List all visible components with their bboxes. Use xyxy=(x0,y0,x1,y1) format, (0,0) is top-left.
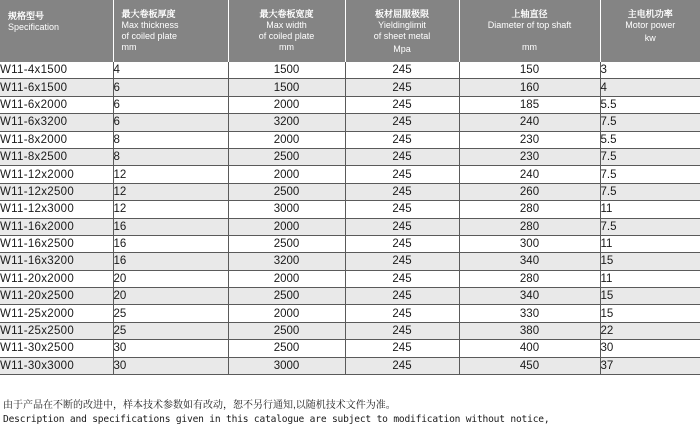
cell-thick: 30 xyxy=(113,357,228,374)
header-thick-en: Max thickness of coiled plate xyxy=(121,20,179,41)
cell-power: 7.5 xyxy=(600,218,700,235)
cell-yield: 245 xyxy=(345,114,459,131)
cell-yield: 245 xyxy=(345,148,459,165)
header-yield-cn: 板材屈服极限 xyxy=(374,9,429,19)
cell-spec: W11-6x2000 xyxy=(0,96,113,113)
table-row xyxy=(0,270,700,287)
cell-spec: W11-16x2500 xyxy=(0,235,113,252)
cell-power: 5.5 xyxy=(600,131,700,148)
header-thick-unit: mm xyxy=(121,42,137,52)
cell-yield: 245 xyxy=(345,235,459,252)
cell-thick: 8 xyxy=(113,131,228,148)
table-row xyxy=(0,340,700,357)
table-row xyxy=(0,166,700,183)
cell-thick: 12 xyxy=(113,201,228,218)
cell-spec: W11-20x2000 xyxy=(0,270,113,287)
cell-spec: W11-30x3000 xyxy=(0,357,113,374)
cell-spec: W11-16x2000 xyxy=(0,218,113,235)
table-row xyxy=(0,218,700,235)
table-body xyxy=(0,62,700,375)
cell-power: 22 xyxy=(600,322,700,339)
cell-top: 185 xyxy=(459,96,600,113)
cell-top: 160 xyxy=(459,79,600,96)
cell-width: 2500 xyxy=(228,235,345,252)
cell-width: 2500 xyxy=(228,322,345,339)
cell-yield: 245 xyxy=(345,201,459,218)
table-row xyxy=(0,305,700,322)
cell-width: 2000 xyxy=(228,305,345,322)
header-width xyxy=(228,0,345,62)
cell-width: 2500 xyxy=(228,288,345,305)
table-row xyxy=(0,201,700,218)
header-power xyxy=(600,0,700,62)
cell-thick: 6 xyxy=(113,96,228,113)
cell-top: 150 xyxy=(459,62,600,79)
cell-yield: 245 xyxy=(345,270,459,287)
cell-width: 2000 xyxy=(228,96,345,113)
header-yield xyxy=(345,0,459,62)
cell-power: 3 xyxy=(600,62,700,79)
cell-thick: 8 xyxy=(113,148,228,165)
cell-thick: 4 xyxy=(113,62,228,79)
cell-top: 300 xyxy=(459,235,600,252)
cell-yield: 245 xyxy=(345,131,459,148)
table-row xyxy=(0,131,700,148)
cell-width: 2500 xyxy=(228,148,345,165)
cell-power: 7.5 xyxy=(600,166,700,183)
cell-power: 11 xyxy=(600,201,700,218)
cell-top: 240 xyxy=(459,114,600,131)
header-thick-cn: 最大卷板厚度 xyxy=(121,9,176,19)
cell-power: 7.5 xyxy=(600,114,700,131)
table-row xyxy=(0,79,700,96)
cell-width: 2500 xyxy=(228,183,345,200)
cell-yield: 245 xyxy=(345,253,459,270)
cell-top: 340 xyxy=(459,288,600,305)
cell-top: 280 xyxy=(459,270,600,287)
cell-power: 11 xyxy=(600,270,700,287)
cell-power: 7.5 xyxy=(600,148,700,165)
cell-spec: W11-4x1500 xyxy=(0,62,113,79)
header-width-unit: mm xyxy=(279,42,294,52)
cell-spec: W11-12x3000 xyxy=(0,201,113,218)
header-power-en: Motor power xyxy=(625,20,676,30)
header-spec xyxy=(0,0,113,62)
cell-width: 3200 xyxy=(228,114,345,131)
cell-thick: 20 xyxy=(113,288,228,305)
header-spec-cn: 规格型号 xyxy=(8,11,45,21)
cell-width: 1500 xyxy=(228,62,345,79)
cell-width: 3200 xyxy=(228,253,345,270)
cell-spec: W11-30x2500 xyxy=(0,340,113,357)
table-row xyxy=(0,357,700,374)
header-spec-en: Specification xyxy=(8,22,60,32)
cell-thick: 30 xyxy=(113,340,228,357)
cell-yield: 245 xyxy=(345,218,459,235)
table-header xyxy=(0,0,700,62)
cell-width: 3000 xyxy=(228,357,345,374)
table-row xyxy=(0,96,700,113)
cell-yield: 245 xyxy=(345,166,459,183)
header-width-cn: 最大卷板宽度 xyxy=(259,9,314,19)
cell-yield: 245 xyxy=(345,357,459,374)
cell-top: 230 xyxy=(459,148,600,165)
cell-top: 380 xyxy=(459,322,600,339)
cell-top: 280 xyxy=(459,218,600,235)
table-row xyxy=(0,288,700,305)
cell-yield: 245 xyxy=(345,96,459,113)
table-row xyxy=(0,148,700,165)
cell-power: 11 xyxy=(600,235,700,252)
cell-width: 2000 xyxy=(228,131,345,148)
header-power-unit: kw xyxy=(644,33,656,43)
table-row xyxy=(0,62,700,79)
cell-width: 2000 xyxy=(228,166,345,183)
note-english: Description and specifications given in this catalogue are subject to modification without notice, xyxy=(3,413,550,425)
cell-spec: W11-16x3200 xyxy=(0,253,113,270)
header-top-unit: mm xyxy=(522,42,537,52)
cell-yield: 245 xyxy=(345,288,459,305)
cell-thick: 6 xyxy=(113,79,228,96)
cell-spec: W11-6x3200 xyxy=(0,114,113,131)
table-row xyxy=(0,253,700,270)
header-thick xyxy=(113,0,228,62)
cell-spec: W11-8x2000 xyxy=(0,131,113,148)
table-row xyxy=(0,114,700,131)
cell-thick: 16 xyxy=(113,253,228,270)
cell-power: 37 xyxy=(600,357,700,374)
note-chinese: 由于产品在不断的改进中，样本技术参数如有改动，恕不另行通知,以随机技术文件为准。 xyxy=(3,400,396,411)
cell-top: 400 xyxy=(459,340,600,357)
header-yield-en: Yieldinglimit of sheet metal xyxy=(373,20,431,41)
cell-thick: 12 xyxy=(113,183,228,200)
cell-thick: 16 xyxy=(113,218,228,235)
cell-top: 450 xyxy=(459,357,600,374)
header-power-cn: 主电机功率 xyxy=(627,9,673,19)
table-row xyxy=(0,183,700,200)
table-row xyxy=(0,322,700,339)
cell-yield: 245 xyxy=(345,322,459,339)
cell-width: 3000 xyxy=(228,201,345,218)
cell-top: 260 xyxy=(459,183,600,200)
cell-yield: 245 xyxy=(345,340,459,357)
cell-thick: 16 xyxy=(113,235,228,252)
cell-power: 5.5 xyxy=(600,96,700,113)
cell-thick: 12 xyxy=(113,166,228,183)
header-width-en: Max width of coiled plate xyxy=(258,20,315,41)
cell-top: 230 xyxy=(459,131,600,148)
cell-yield: 245 xyxy=(345,79,459,96)
cell-yield: 245 xyxy=(345,305,459,322)
cell-yield: 245 xyxy=(345,62,459,79)
cell-thick: 25 xyxy=(113,322,228,339)
table-row xyxy=(0,235,700,252)
header-top-en: Diameter of top shaft xyxy=(487,20,572,30)
cell-spec: W11-25x2000 xyxy=(0,305,113,322)
cell-thick: 6 xyxy=(113,114,228,131)
cell-spec: W11-6x1500 xyxy=(0,79,113,96)
cell-power: 4 xyxy=(600,79,700,96)
cell-spec: W11-25x2500 xyxy=(0,322,113,339)
cell-top: 330 xyxy=(459,305,600,322)
cell-top: 280 xyxy=(459,201,600,218)
header-top xyxy=(459,0,600,62)
cell-top: 240 xyxy=(459,166,600,183)
cell-width: 1500 xyxy=(228,79,345,96)
cell-width: 2000 xyxy=(228,218,345,235)
cell-power: 7.5 xyxy=(600,183,700,200)
cell-width: 2500 xyxy=(228,340,345,357)
header-top-cn: 上轴直径 xyxy=(511,9,548,19)
cell-power: 15 xyxy=(600,288,700,305)
cell-width: 2000 xyxy=(228,270,345,287)
cell-yield: 245 xyxy=(345,183,459,200)
cell-thick: 25 xyxy=(113,305,228,322)
header-yield-unit: Mpa xyxy=(393,44,411,54)
cell-top: 340 xyxy=(459,253,600,270)
cell-spec: W11-12x2000 xyxy=(0,166,113,183)
cell-power: 30 xyxy=(600,340,700,357)
cell-power: 15 xyxy=(600,305,700,322)
footnotes xyxy=(3,399,549,426)
cell-thick: 20 xyxy=(113,270,228,287)
cell-spec: W11-12x2500 xyxy=(0,183,113,200)
cell-spec: W11-8x2500 xyxy=(0,148,113,165)
cell-spec: W11-20x2500 xyxy=(0,288,113,305)
cell-power: 15 xyxy=(600,253,700,270)
